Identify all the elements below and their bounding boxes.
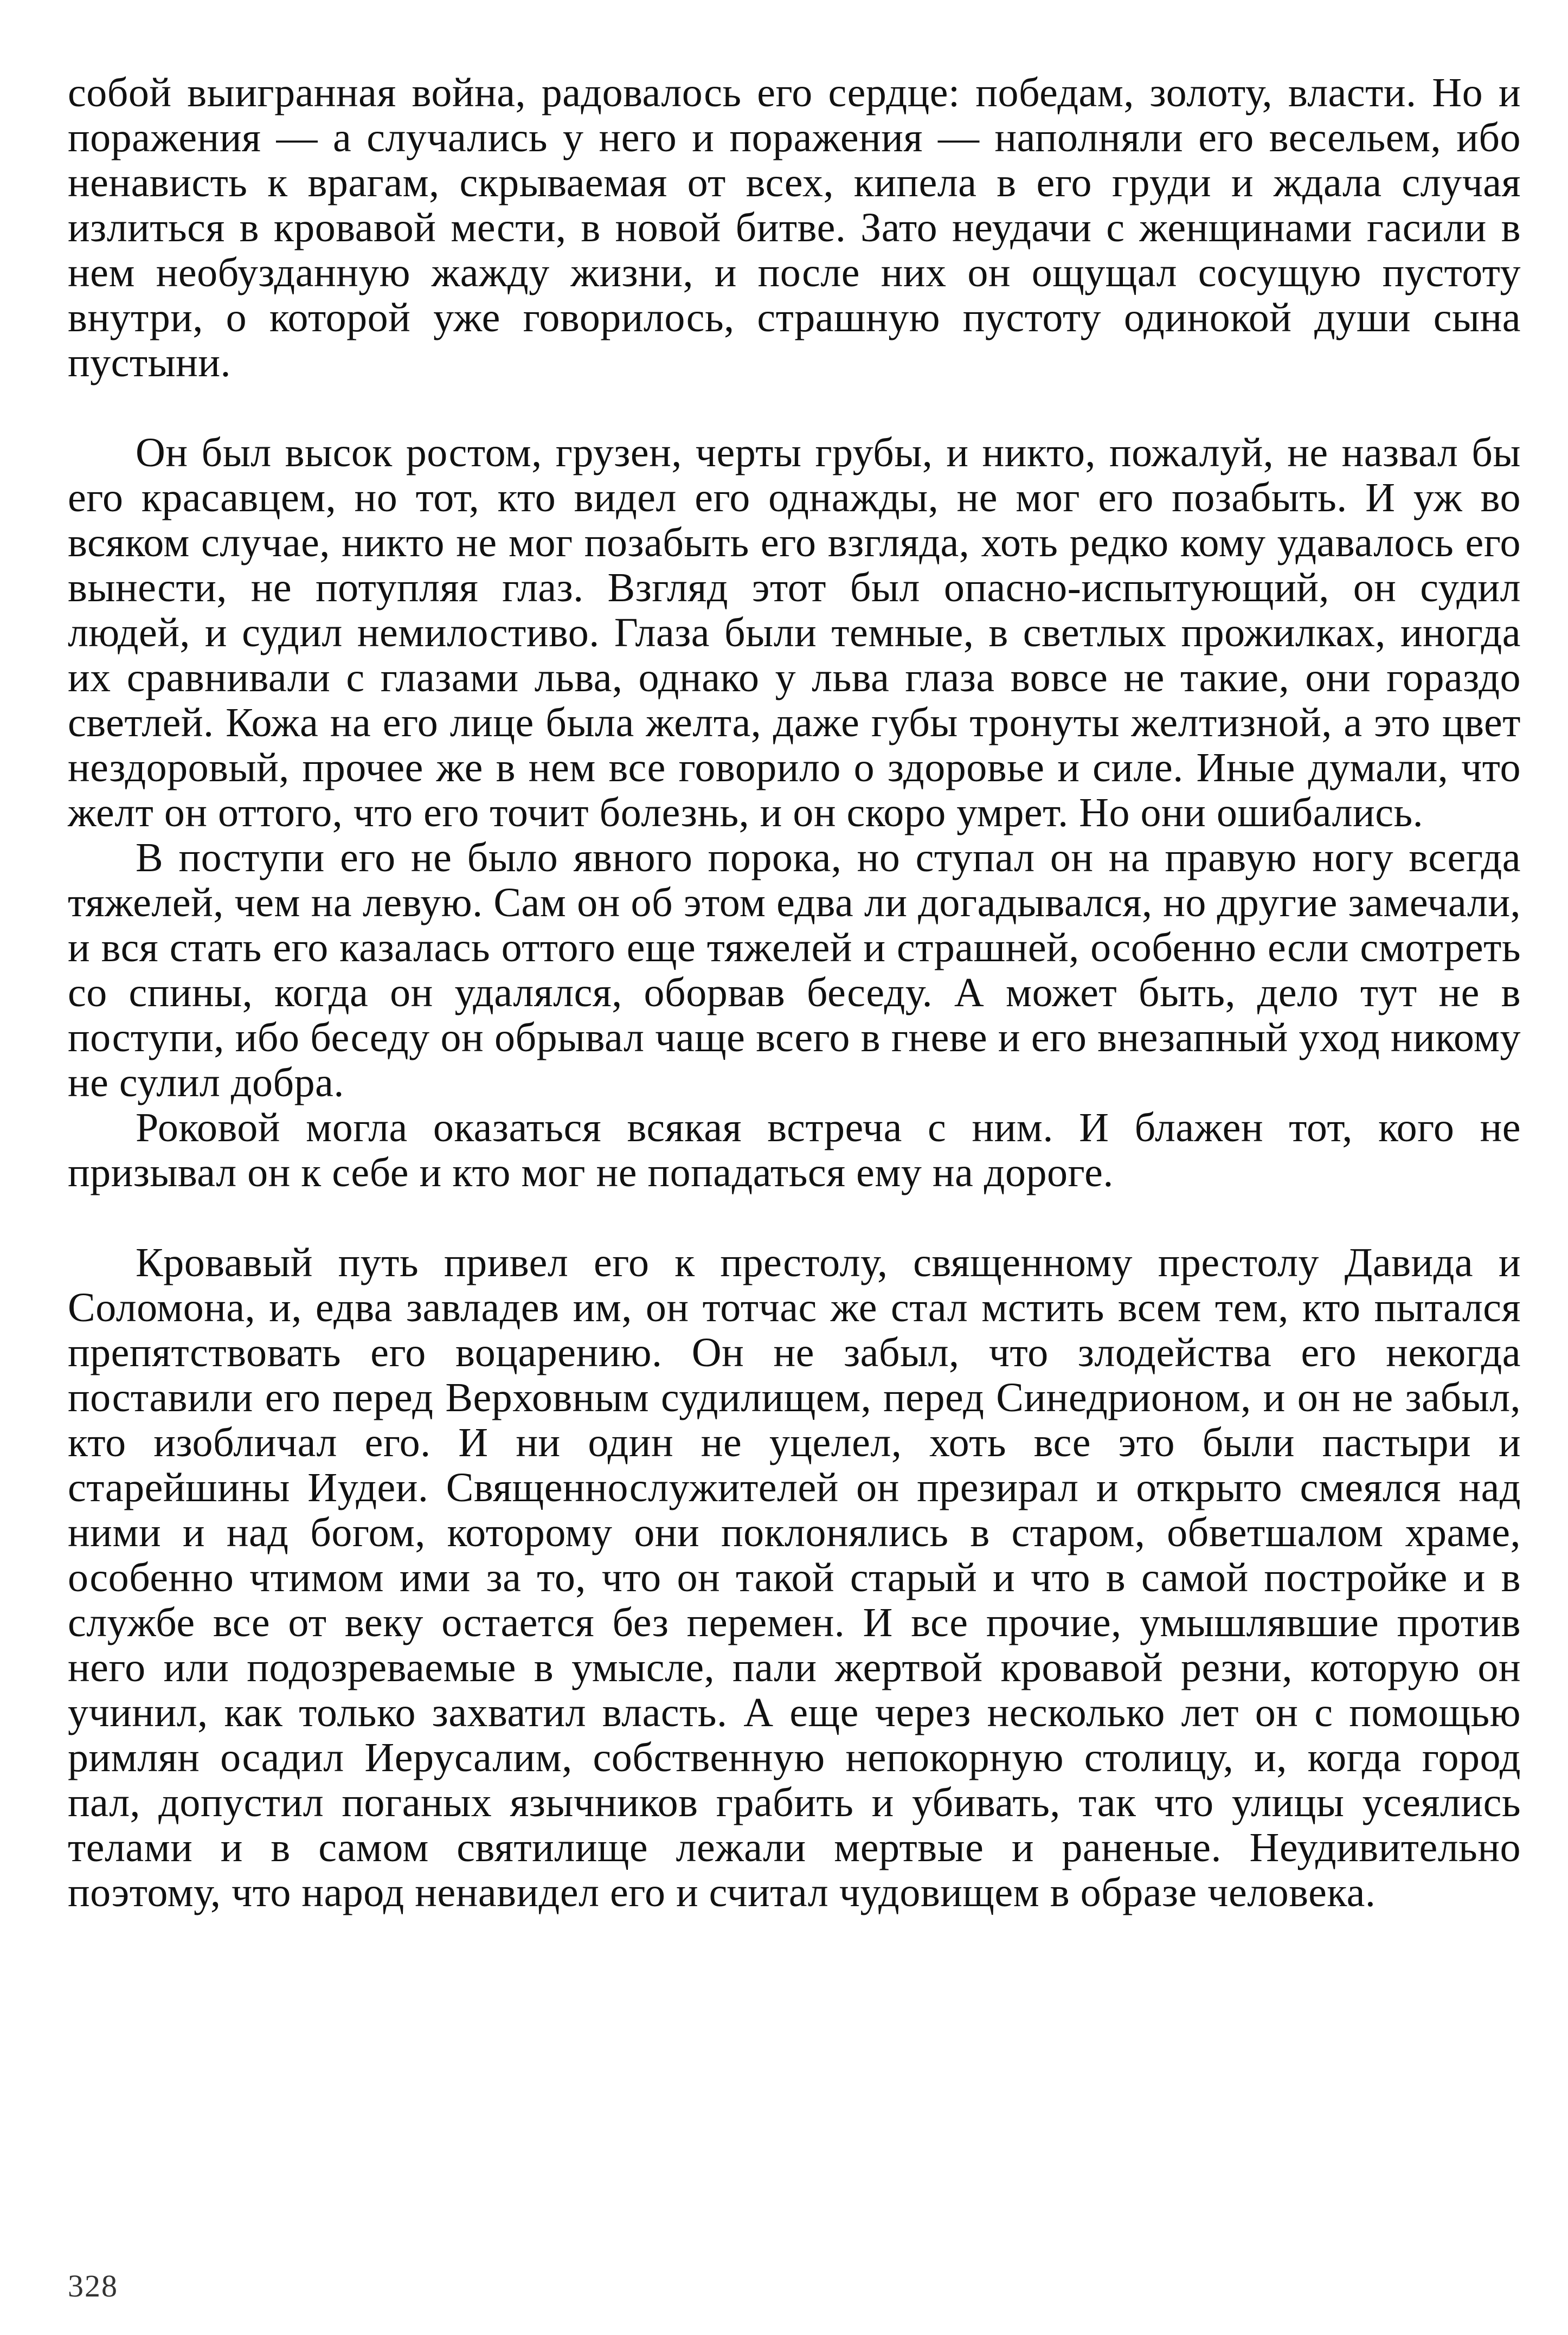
body-text [68,70,1521,1915]
paragraph-4: Роковой могла оказаться всякая встреча с ним. И блажен тот, кого не призывал он к себе и кто мог не попадаться ему на дороге. [68,1105,1521,1195]
paragraph-5: Кровавый путь привел его к престолу, священному престолу Давида и Соломона, и, едва завладев им, он тотчас же стал мстить всем тем, кто пытался препятствовать его воцарению. Он не забыл, что злодейства его некогда поставили его перед Верховным судилищем, перед Синедрионом, и он не забыл, кто изобличал его. И ни один не уцелел, хоть все это были пастыри и старейшины Иудеи. Священнослужителей он презирал и открыто смеялся над ними и над богом, которому они поклонялись в старом, обветшалом храме, особенно чтимом ими за то, что он такой старый и что в самой постройке и в службе все от веку остается без перемен. И все прочие, умышлявшие против него или подозреваемые в умысле, пали жертвой кровавой резни, которую он учинил, как только захватил власть. А еще через несколько лет он с помощью римлян осадил Иерусалим, собственную непокорную столицу, и, когда город пал, допустил поганых язычников грабить и убивать, так что улицы усеялись телами и в самом святилище лежали мертвые и раненые. Неудивительно поэтому, что народ ненавидел его и считал чудовищем в образе человека. [68,1240,1521,1915]
page-number: 328 [68,2268,118,2304]
paragraph-2: Он был высок ростом, грузен, черты грубы, и никто, пожалуй, не назвал бы его красавцем, но тот, кто видел его однажды, не мог его позабыть. И уж во всяком случае, никто не мог позабыть его взгляда, хоть редко кому удавалось его вынести, не потупляя глаз. Взгляд этот был опасно-испытующий, он судил людей, и судил немилостиво. Глаза были темные, в светлых прожилках, иногда их сравнивали с глазами льва, однако у льва глаза вовсе не такие, они гораздо светлей. Кожа на его лице была желта, даже губы тронуты желтизной, а это цвет нездоровый, прочее же в нем все говорило о здоровье и силе. Иные думали, что желт он оттого, что его точит болезнь, и он скоро умрет. Но они ошибались. [68,430,1521,835]
paragraph-1: собой выигранная война, радовалось его сердце: победам, золоту, власти. Но и поражения — а случались у него и поражения — наполняли его весельем, ибо ненависть к врагам, скрываемая от всех, кипела в его груди и ждала случая излиться в кровавой мести, в новой битве. Зато неудачи с женщинами гасили в нем необузданную жажду жизни, и после них он ощущал сосущую пустоту внутри, о которой уже говорилось, страшную пустоту одинокой души сына пустыни. [68,70,1521,385]
section-gap [68,385,1521,430]
section-gap [68,1195,1521,1240]
paragraph-3: В поступи его не было явного порока, но ступал он на правую ногу всегда тяжелей, чем на левую. Сам он об этом едва ли догадывался, но другие замечали, и вся стать его казалась оттого еще тяжелей и страшней, особенно если смотреть со спины, когда он удалялся, оборвав беседу. А может быть, дело тут не в поступи, ибо беседу он обрывал чаще всего в гневе и его внезапный уход никому не сулил добра. [68,835,1521,1105]
